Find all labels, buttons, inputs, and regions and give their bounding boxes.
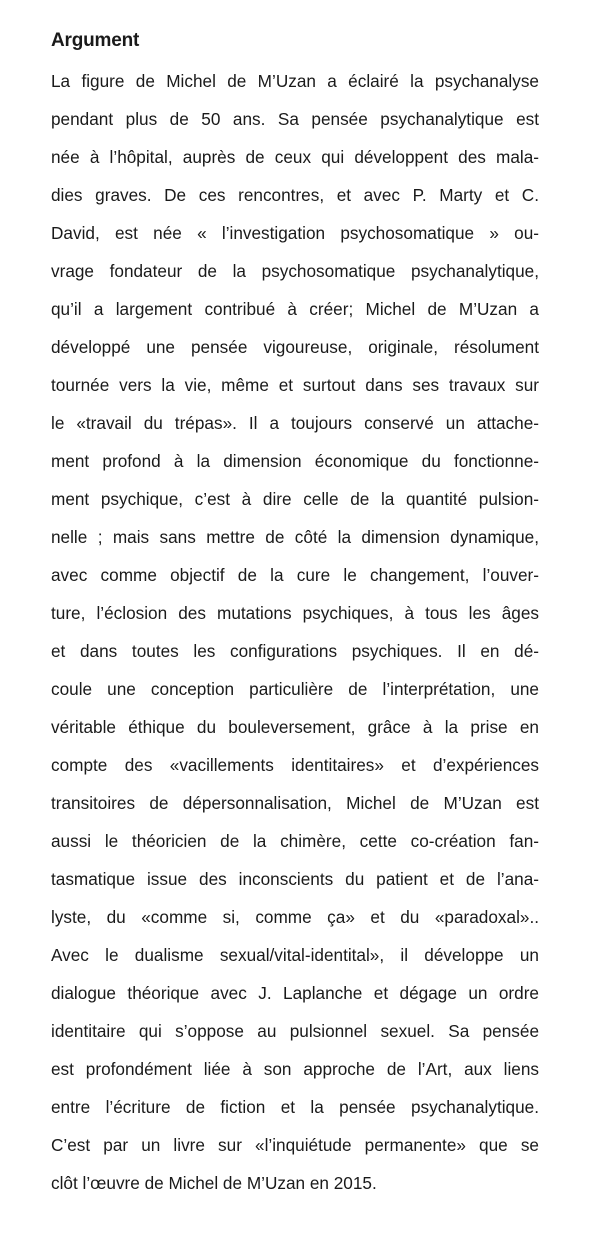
text-line: ture, l’éclosion des mutations psychiques, à tous les âges (51, 603, 539, 623)
section-heading: Argument (51, 30, 140, 51)
text-line: véritable éthique du bouleversement, grâce à la prise en (51, 717, 539, 737)
text-line: La figure de Michel de M’Uzan a éclairé la psychanalyse (51, 71, 539, 91)
text-line: et dans toutes les configurations psychiques. Il en dé- (51, 641, 539, 661)
text-line: entre l’écriture de fiction et la pensée psychanalytique. (51, 1097, 539, 1117)
text-line: transitoires de dépersonnalisation, Michel de M’Uzan est (51, 793, 539, 813)
text-line: tournée vers la vie, même et surtout dans ses travaux sur (51, 375, 539, 395)
argument-paragraph (51, 62, 539, 1202)
text-line: clôt l’œuvre de Michel de M’Uzan en 2015. (51, 1173, 377, 1193)
text-line: pendant plus de 50 ans. Sa pensée psychanalytique est (51, 109, 539, 129)
text-line: est profondément liée à son approche de l’Art, aux liens (51, 1059, 539, 1079)
text-line: tasmatique issue des inconscients du patient et de l’ana- (51, 869, 539, 889)
text-line: identitaire qui s’oppose au pulsionnel sexuel. Sa pensée (51, 1021, 539, 1041)
text-line: avec comme objectif de la cure le changement, l’ouver- (51, 565, 539, 585)
text-line: vrage fondateur de la psychosomatique psychanalytique, (51, 261, 539, 281)
text-line: ment profond à la dimension économique du fonctionne- (51, 451, 539, 471)
text-line: aussi le théoricien de la chimère, cette co-création fan- (51, 831, 539, 851)
text-line: compte des «vacillements identitaires» et d’expériences (51, 755, 539, 775)
text-line: lyste, du «comme si, comme ça» et du «paradoxal».. (51, 907, 539, 927)
text-line: le «travail du trépas». Il a toujours conservé un attache- (51, 413, 539, 433)
text-line: nelle ; mais sans mettre de côté la dimension dynamique, (51, 527, 539, 547)
text-line: qu’il a largement contribué à créer; Michel de M’Uzan a (51, 299, 539, 319)
text-line: ment psychique, c’est à dire celle de la quantité pulsion- (51, 489, 539, 509)
text-line: née à l’hôpital, auprès de ceux qui développent des mala- (51, 147, 539, 167)
text-line: dialogue théorique avec J. Laplanche et dégage un ordre (51, 983, 539, 1003)
text-line: C’est par un livre sur «l’inquiétude permanente» que se (51, 1135, 539, 1155)
text-line: Avec le dualisme sexual/vital-identital», il développe un (51, 945, 539, 965)
text-line: David, est née « l’investigation psychosomatique » ou- (51, 223, 539, 243)
text-line: coule une conception particulière de l’interprétation, une (51, 679, 539, 699)
text-line: dies graves. De ces rencontres, et avec P. Marty et C. (51, 185, 539, 205)
document-page (51, 28, 539, 1202)
text-line: développé une pensée vigoureuse, originale, résolument (51, 337, 539, 357)
